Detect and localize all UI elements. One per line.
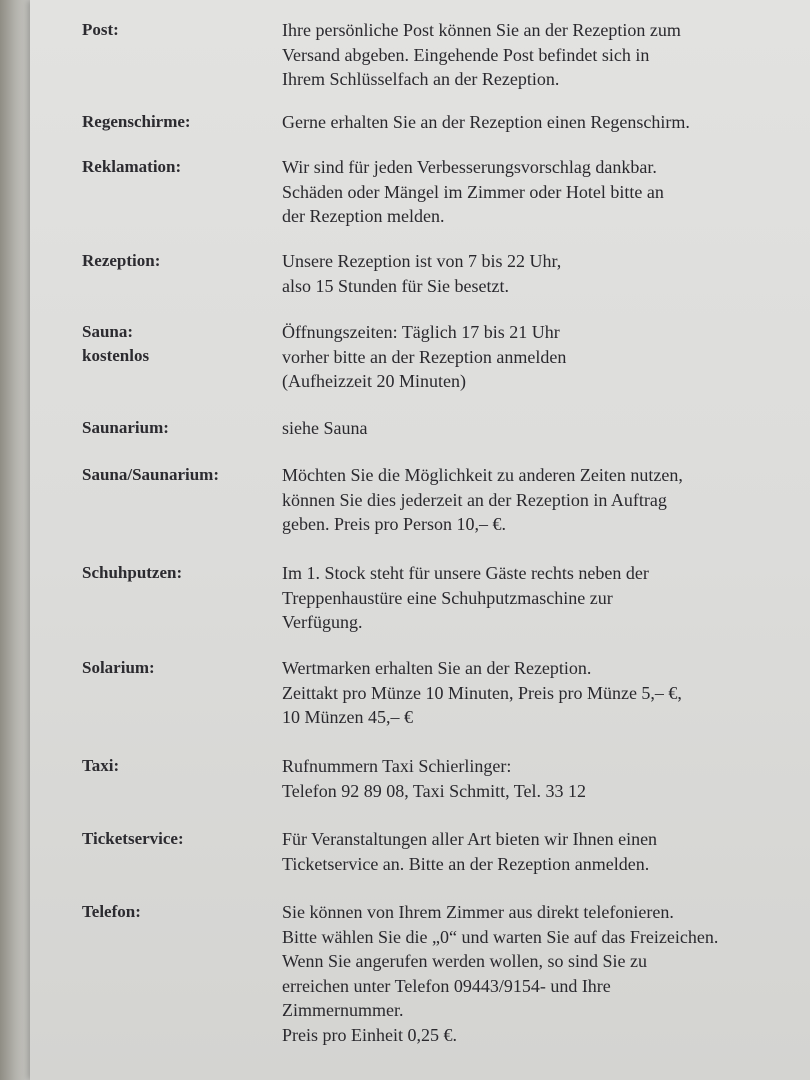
term-telefon: Telefon: bbox=[82, 902, 141, 921]
term-sauna: Sauna: kostenlos bbox=[82, 322, 150, 365]
desc-saunarium: siehe Sauna bbox=[282, 418, 368, 438]
term-ticketservice: Ticketservice: bbox=[82, 829, 184, 848]
desc-taxi: Rufnummern Taxi Schierlinger: Telefon 92 89 08, Taxi Schmitt, Tel. 33 12 bbox=[282, 756, 587, 801]
term-schuhputzen: Schuhputzen: bbox=[82, 563, 183, 582]
desc-sauna: Öffnungszeiten: Täglich 17 bis 21 Uhr vorher bitte an der Rezeption anmelden (Aufheizzeit 20 Minuten) bbox=[282, 322, 567, 391]
term-sauna-saunarium: Sauna/Saunarium: bbox=[82, 465, 219, 484]
desc-post: Ihre persönliche Post können Sie an der Rezeption zum Versand abgeben. Eingehende Post befindet sich in Ihrem Schlüsselfach an der Rezeption. bbox=[282, 20, 681, 89]
desc-telefon: Sie können von Ihrem Zimmer aus direkt telefonieren. Bitte wählen Sie die „0“ und warten Sie auf das Freizeichen. Wenn Sie angerufen werden wollen, so sind Sie zu erreichen unter Telefon 09443/9154- und Ihre Zimmernummer. Preis pro Einheit 0,25 €. bbox=[282, 902, 719, 1045]
desc-sauna-saunarium: Möchten Sie die Möglichkeit zu anderen Zeiten nutzen, können Sie dies jederzeit an der Rezeption in Auftrag geben. Preis pro Person 10,– €. bbox=[282, 465, 683, 534]
term-taxi: Taxi: bbox=[82, 756, 120, 775]
term-post: Post: bbox=[82, 20, 119, 39]
desc-ticketservice: Für Veranstaltungen aller Art bieten wir Ihnen einen Ticketservice an. Bitte an der Rezeption anmelden. bbox=[282, 829, 658, 874]
term-rezeption: Rezeption: bbox=[82, 251, 161, 270]
term-regenschirme: Regenschirme: bbox=[82, 112, 191, 131]
term-reklamation: Reklamation: bbox=[82, 157, 182, 176]
desc-solarium: Wertmarken erhalten Sie an der Rezeption. Zeittakt pro Münze 10 Minuten, Preis pro Münze 5,– €, 10 Münzen 45,– € bbox=[282, 658, 682, 727]
desc-rezeption: Unsere Rezeption ist von 7 bis 22 Uhr, also 15 Stunden für Sie besetzt. bbox=[282, 251, 562, 296]
desc-regenschirme: Gerne erhalten Sie an der Rezeption einen Regenschirm. bbox=[282, 112, 690, 132]
term-solarium: Solarium: bbox=[82, 658, 155, 677]
desc-schuhputzen: Im 1. Stock steht für unsere Gäste rechts neben der Treppenhaustüre eine Schuhputzmaschine zur Verfügung. bbox=[282, 563, 649, 632]
document-page bbox=[30, 0, 810, 1080]
desc-reklamation: Wir sind für jeden Verbesserungsvorschlag dankbar. Schäden oder Mängel im Zimmer oder Hotel bitte an der Rezeption melden. bbox=[282, 157, 664, 226]
binder-edge bbox=[0, 0, 34, 1080]
term-saunarium: Saunarium: bbox=[82, 418, 169, 437]
